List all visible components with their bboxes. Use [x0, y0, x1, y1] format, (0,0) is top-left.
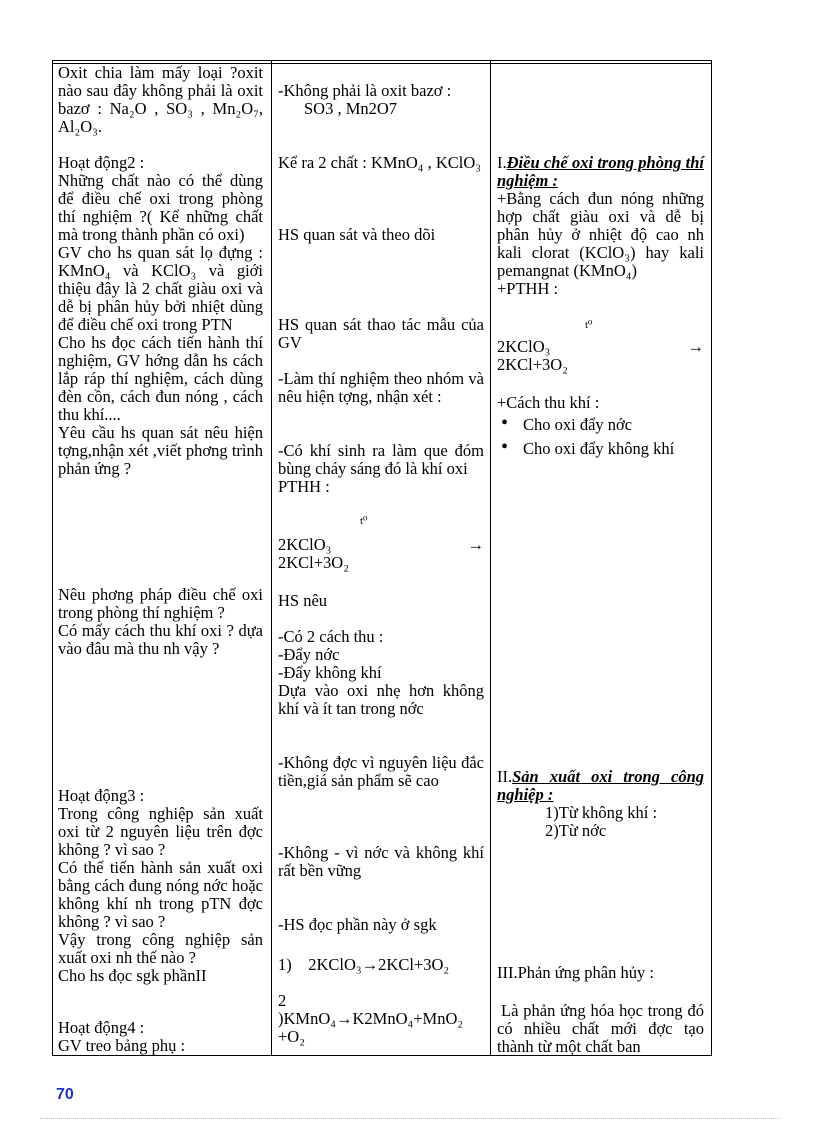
- not-basic-oxide-value: SO3 , Mn2O7: [304, 99, 398, 118]
- collection-list: [497, 416, 704, 458]
- equation-1: 2KClO₃→2KCl+3O₂: [308, 955, 450, 974]
- list-item: • Cho oxi đẩy nớc: [523, 416, 704, 434]
- cannot-industrial: -Không đợc vì nguyên liệu đắc tiền,giá sản phẩm sẽ cao: [278, 753, 484, 790]
- equation-left-content: 2KClO₃: [497, 337, 551, 356]
- industry-question: Vậy trong công nghiệp sản xuất oxi nh thế nào ?: [58, 930, 263, 967]
- ptth-label-content: +PTHH :: [497, 279, 559, 298]
- arrow-icon: →: [687, 337, 704, 356]
- equation-left: 2KClO₃: [278, 535, 332, 554]
- method-question: Nêu phơng pháp điều chế oxi trong phòng thí nghiệm ?: [58, 585, 263, 622]
- activity-2-question: Những chất nào có thể dùng để điều chế oxi trong phòng thí nghiệm ?( Kể những chất mà trong thành phần có oxi): [58, 171, 263, 244]
- not-basic-oxide: -Không phải là oxit bazơ :: [278, 81, 452, 100]
- section-1-number: I.: [497, 153, 507, 172]
- collection-reason: Dựa vào oxi nhẹ hơn không khí và ít tan trong nớc: [278, 681, 484, 718]
- activity-2-title: Hoạt động2 :: [58, 153, 145, 172]
- heating-question: Có thể tiến hành sản xuất oxi bằng cách đung nóng nớc hoặc không khí nh trong pTN đợc không ? vì sao ?: [58, 858, 263, 931]
- ptth-label: PTHH :: [278, 477, 330, 496]
- arrow-icon: →: [467, 535, 484, 554]
- equation-right-content: 2KCl+3O₂: [497, 355, 568, 374]
- way-air: -Đẩy không khí: [278, 663, 382, 682]
- source-water: 2)Từ nớc: [545, 821, 607, 840]
- observe-instruction: Yêu cầu hs quan sát nêu hiện tợng,nhận xét ,viết phơng trình phản ứng ?: [58, 423, 263, 478]
- hs-observe-demo: HS quan sát thao tác mẫu của GV: [278, 315, 484, 352]
- hs-state: HS nêu: [278, 591, 328, 610]
- collect-question: Có mấy cách thu khí oxi ? dựa vào đâu mà thu nh vậy ?: [58, 621, 263, 658]
- section-2-number: II.: [497, 767, 513, 786]
- eq1-number: 1): [278, 955, 292, 974]
- hs-read-procedure: Cho hs đọc cách tiến hành thí nghiệm, GV hớng dẫn hs cách lắp ráp thí nghiệm, cách dùng đèn cồn, cách đun nóng , cách thu khí....: [58, 333, 263, 424]
- activity-4-title: Hoạt động4 :: [58, 1018, 145, 1037]
- collection-heading: +Cách thu khí :: [497, 393, 600, 412]
- two-substances: Kể ra 2 chất : KMnO₄ , KClO₃: [278, 153, 482, 172]
- section-1-heading: Điều chế oxi trong phòng thí nghiệm :: [497, 153, 704, 190]
- cannot-stable: -Không - vì nớc và không khí rất bền vững: [278, 843, 484, 880]
- equation-2: )KMnO₄→K2MnO₄+MnO₂ +O₂: [278, 1009, 464, 1046]
- hs-observe: HS quan sát và theo dõi: [278, 225, 436, 244]
- sgk-reading: Cho hs đọc sgk phầnII: [58, 966, 207, 985]
- source-air: 1)Từ không khí :: [545, 803, 658, 822]
- two-collection-ways: -Có 2 cách thu :: [278, 627, 384, 646]
- heat-symbol-content: t⁰: [585, 319, 593, 331]
- heat-symbol: t⁰: [360, 515, 368, 527]
- question-oxide-types: Oxit chia làm mấy loại ?oxit nào sau đây không phải là oxit bazơ : Na₂O , SO₃ , Mn₂O₇, Al₂O₃.: [58, 63, 263, 136]
- equation-right: 2KCl+3O₂: [278, 553, 349, 572]
- section-3-heading: III.Phản ứng phân hủy :: [497, 963, 654, 982]
- gas-observation: -Có khí sinh ra làm que đóm bùng cháy sáng đó là khí oxi: [278, 441, 484, 478]
- eq2-number: 2: [278, 991, 287, 1010]
- way-water: -Đẩy nớc: [278, 645, 340, 664]
- column-divider-2: [490, 60, 491, 1056]
- section-2-heading: Sản xuất oxi trong công nghiệp :: [497, 767, 704, 804]
- list-item: • Cho oxi đẩy không khí: [523, 440, 704, 458]
- footer-dotted-line: [40, 1118, 780, 1119]
- activity-4-text: GV treo bảng phụ :: [58, 1036, 186, 1055]
- activity-3-question: Trong công nghiệp sản xuất oxi từ 2 nguyên liệu trên đợc không ? vì sao ?: [58, 804, 263, 859]
- activity-3-title: Hoạt động3 :: [58, 786, 145, 805]
- experiment-text: -Làm thí nghiệm theo nhóm và nêu hiện tợng, nhận xét :: [278, 369, 484, 406]
- decomposition-definition: Là phản ứng hóa học trong đó có nhiều chất mới đợc tạo thành từ một chất ban: [497, 1001, 704, 1056]
- hs-read-sgk: -HS đọc phần này ở sgk: [278, 915, 437, 934]
- gv-show-samples: GV cho hs quan sát lọ đựng : KMnO₄ và KClO₃ và giới thiệu đây là 2 chất giàu oxi và dễ bị phân hủy bởi nhiệt dùng để điều chế oxi trong PTN: [58, 243, 263, 334]
- page-number: 70: [56, 1086, 74, 1103]
- preparation-method: +Bằng cách đun nóng những hợp chất giàu oxi và dễ bị phân hủy ở nhiệt độ cao nh kali clorat (KClO₃) hay kali pemangnat (KMnO₄): [497, 189, 704, 280]
- column-divider-1: [271, 60, 272, 1056]
